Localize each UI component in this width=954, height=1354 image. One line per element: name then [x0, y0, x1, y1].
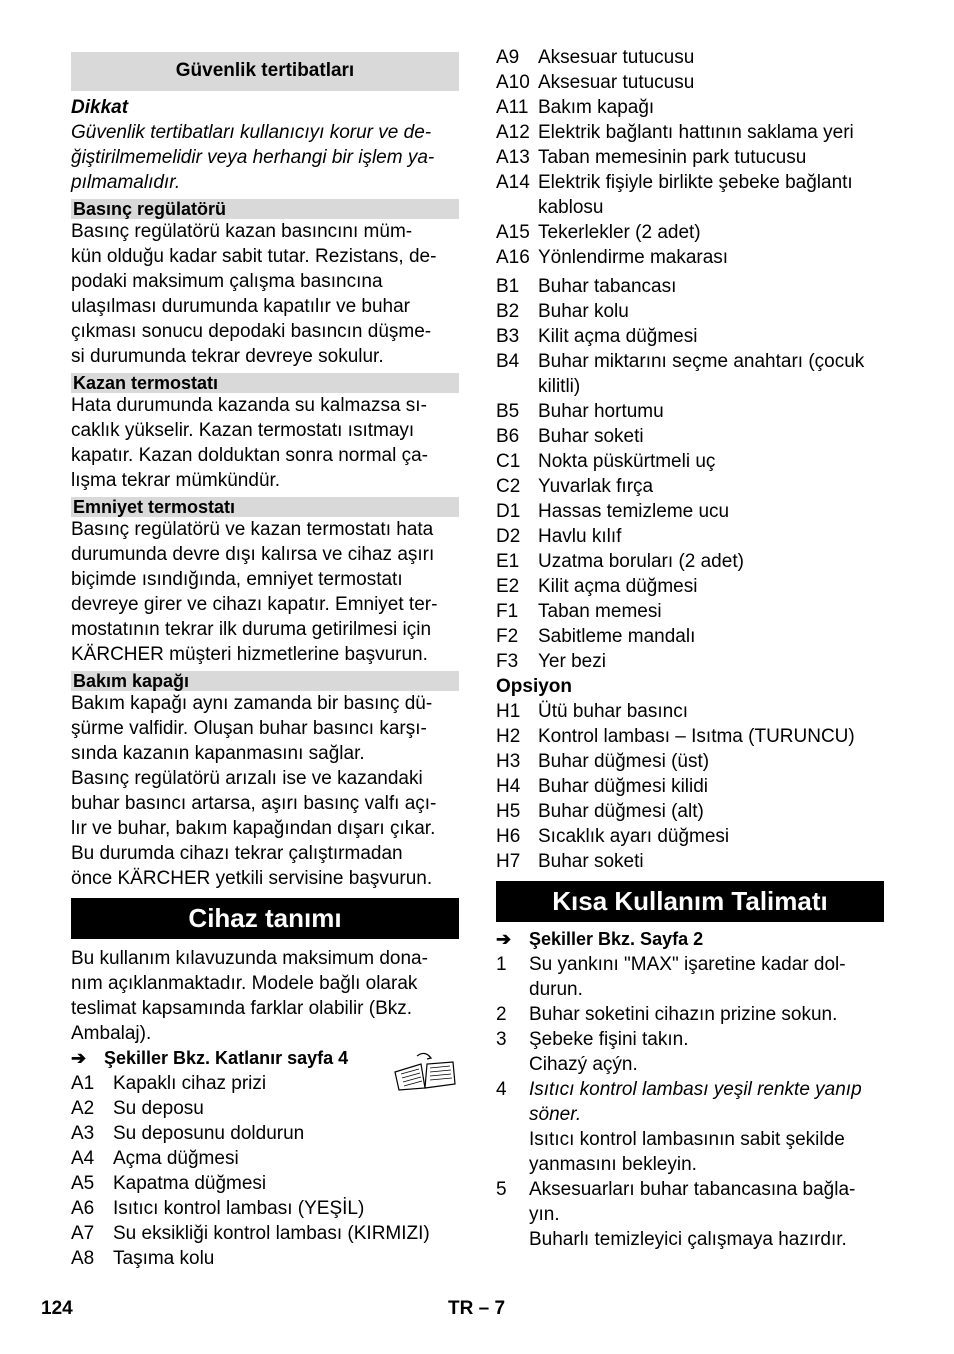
item-text: Sabitleme mandalı	[538, 626, 696, 647]
safety-section-title: Basınç regülatörü	[71, 199, 459, 219]
list-item	[496, 349, 884, 399]
item-text: Yönlendirme makarası	[538, 247, 729, 268]
list-item	[496, 774, 884, 799]
device-figures-ref-text: Şekiller Bkz. Katlanır sayfa 4	[104, 1048, 349, 1068]
item-text: Su deposunu doldurun	[113, 1123, 305, 1144]
list-item	[496, 474, 884, 499]
step-number: 1	[496, 954, 507, 975]
item-code: H6	[496, 826, 521, 847]
item-code: A8	[71, 1248, 95, 1269]
quick-step	[496, 1052, 884, 1077]
quick-step	[496, 1177, 884, 1227]
item-code: H4	[496, 776, 521, 797]
item-text: Buhar kolu	[538, 301, 629, 322]
item-text: Kilit açma düğmesi	[538, 576, 698, 597]
list-item	[496, 849, 884, 874]
list-item	[496, 145, 884, 170]
item-code: H5	[496, 801, 521, 822]
item-text: Kilit açma düğmesi	[538, 326, 698, 347]
item-code: A3	[71, 1123, 95, 1144]
list-item	[71, 1096, 459, 1121]
device-title: Cihaz tanımı	[71, 898, 459, 939]
list-item	[496, 649, 884, 674]
right-column	[496, 45, 884, 1252]
step-text: Şebeke fişini takın.	[529, 1029, 689, 1050]
item-code: A12	[496, 122, 530, 143]
safety-section-text: Basınç regülatörü ve kazan termostatı hata durumunda devre dışı kalırsa ve cihaz aşırı biçimde ısındığında, emniyet termostatı devreye girer ve cihazı kapatır. Emniyet ter- mostatının tekrar ilk duruma getirilmesi için KÄRCHER müşteri hizmetlerine başvurun.	[71, 519, 438, 665]
item-text: Hassas temizleme ucu	[538, 501, 730, 522]
item-text: Buhar düğmesi (alt)	[538, 801, 704, 822]
caution-label: Dikkat	[71, 97, 129, 118]
parts-list-b-to-f	[496, 274, 884, 674]
item-code: A14	[496, 172, 530, 193]
item-code: A2	[71, 1098, 95, 1119]
item-code: A5	[71, 1173, 95, 1194]
list-item	[496, 749, 884, 774]
item-text: Taban memesi	[538, 601, 662, 622]
list-item	[496, 499, 884, 524]
list-item	[496, 599, 884, 624]
item-code: A1	[71, 1073, 95, 1094]
step-text: Cihazý açýn.	[529, 1054, 638, 1075]
quick-figures-ref	[496, 927, 884, 952]
item-code: D1	[496, 501, 521, 522]
list-item	[496, 274, 884, 299]
item-code: H1	[496, 701, 521, 722]
list-item	[496, 95, 884, 120]
item-text: Aksesuar tutucusu	[538, 47, 695, 68]
foldout-page-icon	[391, 1050, 459, 1092]
item-text: Su eksikliği kontrol lambası (KIRMIZI)	[113, 1223, 430, 1244]
list-item	[496, 424, 884, 449]
safety-section-text: Basınç regülatörü kazan basıncını müm- kün olduğu kadar sabit tutar. Rezistans, de- podaki maksimum çalışma basıncına ulaşılması durumunda kapatılır ve buhar çıkması sonucu depodaki basıncın düşme- si durumunda tekrar devreye sokulur.	[71, 221, 437, 367]
item-code: A15	[496, 222, 530, 243]
item-text: Elektrik bağlantı hattının saklama yeri	[538, 122, 854, 143]
safety-section-title: Emniyet termostatı	[71, 497, 459, 517]
quick-steps	[496, 952, 884, 1252]
step-text: Isıtıcı kontrol lambasının sabit şekilde yanmasını bekleyin.	[529, 1129, 845, 1175]
safety-title: Güvenlik tertibatları	[71, 52, 459, 91]
list-item	[496, 824, 884, 849]
step-text: Su yankını "MAX" işaretine kadar dol- durun.	[529, 954, 846, 1000]
quick-title: Kısa Kullanım Talimatı	[496, 881, 884, 922]
quick-step	[496, 1002, 884, 1027]
list-item	[71, 1196, 459, 1221]
item-text: Buhar tabancası	[538, 276, 677, 297]
item-code: A7	[71, 1223, 95, 1244]
quick-step	[496, 1077, 884, 1127]
quick-step	[496, 952, 884, 1002]
item-code: H7	[496, 851, 521, 872]
safety-section-title: Kazan termostatı	[71, 373, 459, 393]
device-intro: Bu kullanım kılavuzunda maksimum dona- nım açıklanmaktadır. Modele bağlı olarak teslimat kapsamında farklar olabilir (Bkz. Ambalaj).	[71, 948, 428, 1044]
item-code: A10	[496, 72, 530, 93]
item-code: A6	[71, 1198, 95, 1219]
quick-figures-ref-text: Şekiller Bkz. Sayfa 2	[529, 929, 704, 949]
option-label: Opsiyon	[496, 676, 573, 697]
list-item	[496, 724, 884, 749]
item-code: A13	[496, 147, 530, 168]
list-item	[496, 399, 884, 424]
list-item	[71, 1221, 459, 1246]
list-item	[71, 1246, 459, 1271]
step-number: 5	[496, 1179, 507, 1200]
item-code: H3	[496, 751, 521, 772]
item-text: Buhar soketi	[538, 426, 644, 447]
item-text: Uzatma boruları (2 adet)	[538, 551, 744, 572]
caution-text: Güvenlik tertibatları kullanıcıyı korur ve de- ğiştirilmemelidir veya herhangi bir işlem ya- pılmamalıdır.	[71, 122, 435, 193]
page-number: 124	[41, 1298, 73, 1319]
item-text: Taşıma kolu	[113, 1248, 215, 1269]
item-text: Kapatma düğmesi	[113, 1173, 267, 1194]
list-item	[496, 324, 884, 349]
item-text: Havlu kılıf	[538, 526, 622, 547]
quick-step	[496, 1227, 884, 1252]
step-number: 3	[496, 1029, 507, 1050]
item-code: B6	[496, 426, 520, 447]
parts-list-h	[496, 699, 884, 874]
item-text: Yer bezi	[538, 651, 606, 672]
list-item	[496, 799, 884, 824]
item-text: Bakım kapağı	[538, 97, 655, 118]
item-text: Isıtıcı kontrol lambası (YEŞİL)	[113, 1198, 365, 1219]
step-text: Aksesuarları buhar tabancasına bağla- yın.	[529, 1179, 856, 1225]
step-number: 4	[496, 1079, 507, 1100]
list-item	[496, 574, 884, 599]
item-text: Su deposu	[113, 1098, 204, 1119]
item-code: B1	[496, 276, 520, 297]
item-text: Taban memesinin park tutucusu	[538, 147, 807, 168]
safety-section-text: Bakım kapağı aynı zamanda bir basınç dü- şürme valfidir. Oluşan buhar basıncı karşı- sında kazanın kapanmasını sağlar. Basınç regülatörü arızalı ise ve kazandaki buhar basıncı artarsa, aşırı basınç valfı açı- lır ve buhar, bakım kapağından dışarı çıkar. Bu durumda cihazı tekrar çalıştırmadan önce KÄRCHER yetkili servisine başvurun.	[71, 693, 437, 889]
item-code: C2	[496, 476, 521, 497]
item-text: Ütü buhar basıncı	[538, 701, 688, 722]
item-text: Yuvarlak fırça	[538, 476, 654, 497]
item-text: Buhar hortumu	[538, 401, 664, 422]
item-code: A4	[71, 1148, 95, 1169]
step-number	[496, 1052, 529, 1077]
step-text: Buharlı temizleyici çalışmaya hazırdır.	[529, 1229, 847, 1250]
item-text: Elektrik fişiyle birlikte şebeke bağlantı kablosu	[538, 172, 853, 218]
item-code: E2	[496, 576, 520, 597]
step-number	[496, 1227, 529, 1252]
step-number: 2	[496, 1004, 507, 1025]
item-code: B3	[496, 326, 520, 347]
list-item	[496, 45, 884, 70]
item-text: Sıcaklık ayarı düğmesi	[538, 826, 730, 847]
item-code: A16	[496, 247, 530, 268]
item-code: F2	[496, 626, 519, 647]
item-text: Buhar düğmesi kilidi	[538, 776, 709, 797]
list-item	[496, 699, 884, 724]
item-code: C1	[496, 451, 521, 472]
parts-list-a-right	[496, 45, 884, 270]
step-number	[496, 1127, 529, 1177]
item-text: Açma düğmesi	[113, 1148, 239, 1169]
quick-step	[496, 1027, 884, 1052]
item-text: Kontrol lambası – Isıtma (TURUNCU)	[538, 726, 855, 747]
list-item	[496, 524, 884, 549]
list-item	[71, 1146, 459, 1171]
safety-section-title: Bakım kapağı	[71, 671, 459, 691]
item-text: Tekerlekler (2 adet)	[538, 222, 701, 243]
quick-step	[496, 1127, 884, 1177]
list-item	[496, 70, 884, 95]
list-item	[496, 549, 884, 574]
item-code: A9	[496, 47, 520, 68]
item-code: D2	[496, 526, 521, 547]
item-code: A11	[496, 97, 529, 118]
item-code: E1	[496, 551, 520, 572]
list-item	[71, 1171, 459, 1196]
item-text: Buhar soketi	[538, 851, 644, 872]
item-text: Aksesuar tutucusu	[538, 72, 695, 93]
safety-section-text: Hata durumunda kazanda su kalmazsa sı- caklık yükselir. Kazan termostatı ısıtmayı kapatır. Kazan dolduktan sonra normal ça- lışma tekrar mümkündür.	[71, 395, 428, 491]
item-code: H2	[496, 726, 521, 747]
item-code: B4	[496, 351, 520, 372]
list-item	[496, 624, 884, 649]
arrow-right-icon: ➔	[71, 1048, 87, 1068]
list-item	[496, 220, 884, 245]
parts-list-a-left	[71, 1071, 459, 1271]
list-item	[496, 120, 884, 145]
list-item	[496, 245, 884, 270]
arrow-right-icon: ➔	[496, 929, 512, 949]
lang-page: TR – 7	[448, 1298, 506, 1319]
item-code: B5	[496, 401, 520, 422]
list-item	[496, 170, 884, 220]
list-item	[496, 299, 884, 324]
item-text: Kapaklı cihaz prizi	[113, 1073, 267, 1094]
item-code: F3	[496, 651, 519, 672]
item-code: B2	[496, 301, 520, 322]
item-text: Nokta püskürtmeli uç	[538, 451, 716, 472]
list-item	[71, 1121, 459, 1146]
step-text: Isıtıcı kontrol lambası yeşil renkte yanıp söner.	[529, 1079, 862, 1125]
step-text: Buhar soketini cihazın prizine sokun.	[529, 1004, 838, 1025]
item-text: Buhar düğmesi (üst)	[538, 751, 710, 772]
list-item	[496, 449, 884, 474]
item-code: F1	[496, 601, 519, 622]
item-text: Buhar miktarını seçme anahtarı (çocuk kilitli)	[538, 351, 865, 397]
safety-sections	[71, 199, 459, 891]
